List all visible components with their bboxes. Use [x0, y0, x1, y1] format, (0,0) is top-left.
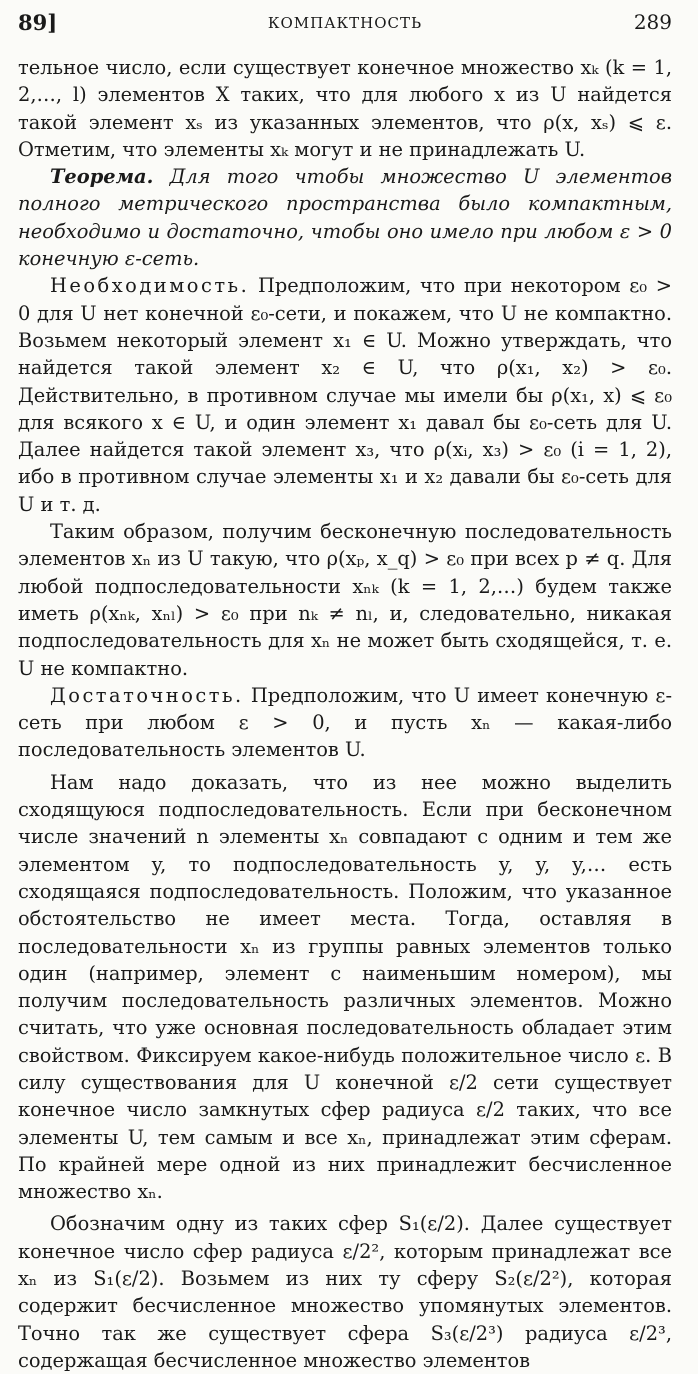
running-title: КОМПАКТНОСТЬ	[267, 14, 423, 32]
sufficiency-paragraph	[18, 682, 672, 764]
paragraph-spheres: Обозначим одну из таких сфер S₁(ε/2). Далее существует конечное число сфер радиуса ε/2², которым принадлежат все xₙ из S₁(ε/2). Возьмем из них ту сферу S₂(ε/2²), которая содержит бесчисленное множество упомянутых элементов. Точно так же существует сфера S₃(ε/2³) радиуса ε/2³, содержащая бесчисленное множество элементов	[18, 1212, 672, 1372]
paragraph-continuation: тельное число, если существует конечное множество xₖ (k = 1, 2,…, l) элементов X таких, что для любого x из U найдется такой элемент xₛ из указанных элементов, что ρ(x, xₛ) ⩽ ε. Отметим, что элементы xₖ могут и не принадлежать U.	[18, 56, 672, 161]
theorem-label: Теорема.	[50, 165, 154, 189]
necessity-paragraph	[18, 272, 672, 518]
page-body	[18, 54, 672, 1374]
sufficiency-text: Предположим, что U имеет конечную ε-сеть при любом ε > 0, и пусть xₙ — какая-либо последовательность элементов U.	[18, 683, 672, 762]
necessity-label: Необходимость.	[50, 274, 250, 298]
theorem-paragraph	[18, 163, 672, 272]
paragraph-proof: Нам надо доказать, что из нее можно выделить сходящуюся подпоследовательность. Если при бесконечном числе значений n элементы xₙ совпадают с одним и тем же элементом y, то подпоследовательность y, y, y,… есть сходящаяся подпоследовательность. Положим, что указанное обстоятельство не имеет места. Тогда, оставляя в последовательности xₙ из группы равных элементов только один (например, элемент с наименьшим номером), мы получим последовательность различных элементов. Можно считать, что уже основная последовательность обладает этим свойством. Фиксируем какое-нибудь положительное число ε. В силу существования для U конечной ε/2 сети существует конечное число замкнутых сфер радиуса ε/2 таких, что все элементы U, тем самым и все xₙ, принадлежат этим сферам. По крайней мере одной из них принадлежит бесчисленное множество xₙ.	[18, 770, 672, 1204]
sufficiency-label: Достаточность.	[50, 683, 244, 707]
section-number: 89]	[18, 10, 58, 35]
page-header	[18, 10, 672, 40]
paragraph-sequence: Таким образом, получим бесконечную последовательность элементов xₙ из U такую, что ρ(xₚ, x_q) > ε₀ при всех p ≠ q. Для любой подпоследовательности xₙₖ (k = 1, 2,…) будем также иметь ρ(xₙₖ, xₙₗ) > ε₀ при nₖ ≠ nₗ, и, следовательно, никакая подпоследовательность для xₙ не может быть сходящейся, т. е. U не компактно.	[18, 520, 672, 680]
necessity-text: Предположим, что при некотором ε₀ > 0 для U нет конечной ε₀-сети, и покажем, что U не компактно. Возьмем некоторый элемент x₁ ∈ U. Можно утверждать, что найдется такой элемент x₂ ∈ U, что ρ(x₁, x₂) > ε₀. Действительно, в противном случае мы имели бы ρ(x₁, x) ⩽ ε₀ для всякого x ∈ U, и один элемент x₁ давал бы ε₀-сеть для U. Далее найдется такой элемент x₃, что ρ(xᵢ, x₃) > ε₀ (i = 1, 2), ибо в противном случае элементы x₁ и x₂ давали бы ε₀-сеть для U и т. д.	[18, 274, 672, 516]
theorem-statement: Для того чтобы множество U элементов полного метрического пространства было компактным, необходимо и достаточно, чтобы оно имело при любом ε > 0 конечную ε-сеть.	[18, 165, 672, 271]
page-number: 289	[633, 10, 672, 34]
